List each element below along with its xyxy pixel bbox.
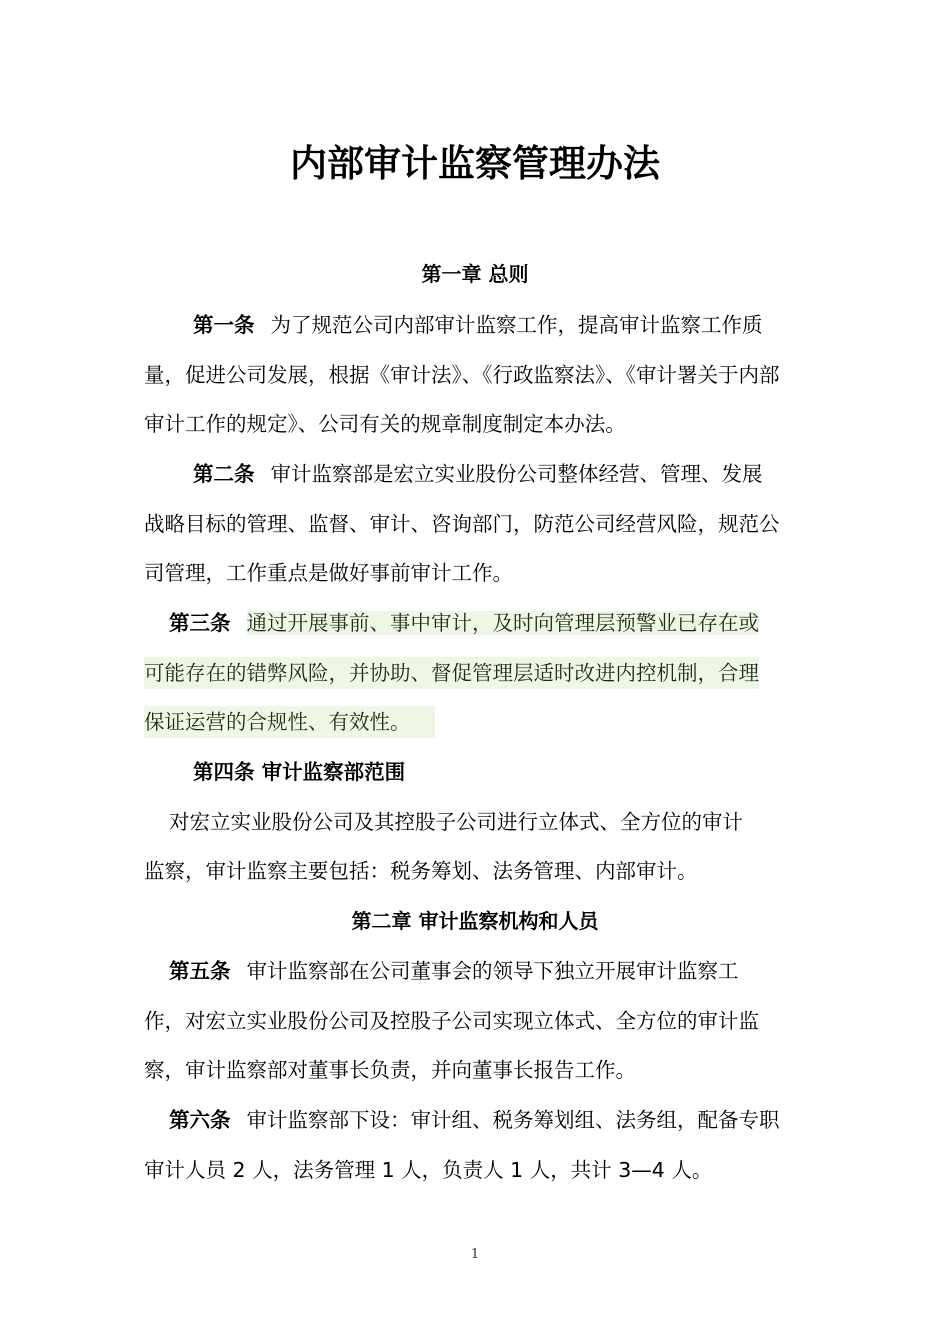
- article-1-text-3: 审计工作的规定》、公司有关的规章制度制定本办法。: [144, 412, 626, 436]
- article-5-text-3: 察，审计监察部对董事长负责，并向董事长报告工作。: [144, 1058, 636, 1082]
- article-6-text-1: 审计监察部下设：审计组、税务筹划组、法务组，配备专职: [246, 1108, 780, 1132]
- article-5-label: 第五条: [169, 959, 231, 983]
- article-4-label: 第四条 审计监察部范围: [193, 760, 406, 784]
- article-6-first-line: [169, 1104, 780, 1136]
- article-3-label: 第三条: [169, 611, 231, 635]
- article-4-text-2: 监察，审计监察主要包括：税务筹划、法务管理、内部审计。: [144, 859, 698, 883]
- article-2-text-1: 审计监察部是宏立实业股份公司整体经营、管理、发展: [270, 462, 763, 486]
- article-1-text-2: 量，促进公司发展，根据《审计法》、《行政监察法》、《审计署关于内部: [144, 363, 780, 387]
- article-5-text-1: 审计监察部在公司董事会的领导下独立开展审计监察工: [246, 959, 739, 983]
- page-number: 1: [470, 1247, 480, 1262]
- article-4-text-1: 对宏立实业股份公司及其控股子公司进行立体式、全方位的审计: [169, 810, 743, 834]
- article-2-text-2: 战略目标的管理、监督、审计、咨询部门，防范公司经营风险，规范公: [144, 512, 780, 536]
- article-3-first-line: [169, 607, 759, 639]
- article-2-first-line: [193, 458, 763, 490]
- article-3-text-1: 通过开展事前、事中审计，及时向管理层预警业已存在或: [246, 611, 759, 635]
- article-1-label: 第一条: [193, 313, 255, 337]
- chapter-1-heading: 第一章 总则: [421, 262, 529, 286]
- article-6-label: 第六条: [169, 1108, 231, 1132]
- article-3-text-3: 保证运营的合规性、有效性。: [144, 706, 435, 738]
- document-title: 内部审计监察管理办法: [290, 142, 660, 185]
- article-5-text-2: 作，对宏立实业股份公司及控股子公司实现立体式、全方位的审计监: [144, 1009, 759, 1033]
- chapter-2-heading: 第二章 审计监察机构和人员: [351, 909, 599, 933]
- article-2-label: 第二条: [193, 462, 255, 486]
- article-3-text-2: 可能存在的错弊风险，并协助、督促管理层适时改进内控机制，合理: [144, 657, 759, 689]
- article-6-text-2: 审计人员 2 人，法务管理 1 人，负责人 1 人，共计 3—4 人。: [144, 1158, 713, 1182]
- article-1-text-1: 为了规范公司内部审计监察工作，提高审计监察工作质: [270, 313, 763, 337]
- article-1-first-line: [193, 309, 763, 341]
- article-5-first-line: [169, 955, 739, 987]
- article-2-text-3: 司管理，工作重点是做好事前审计工作。: [144, 561, 513, 585]
